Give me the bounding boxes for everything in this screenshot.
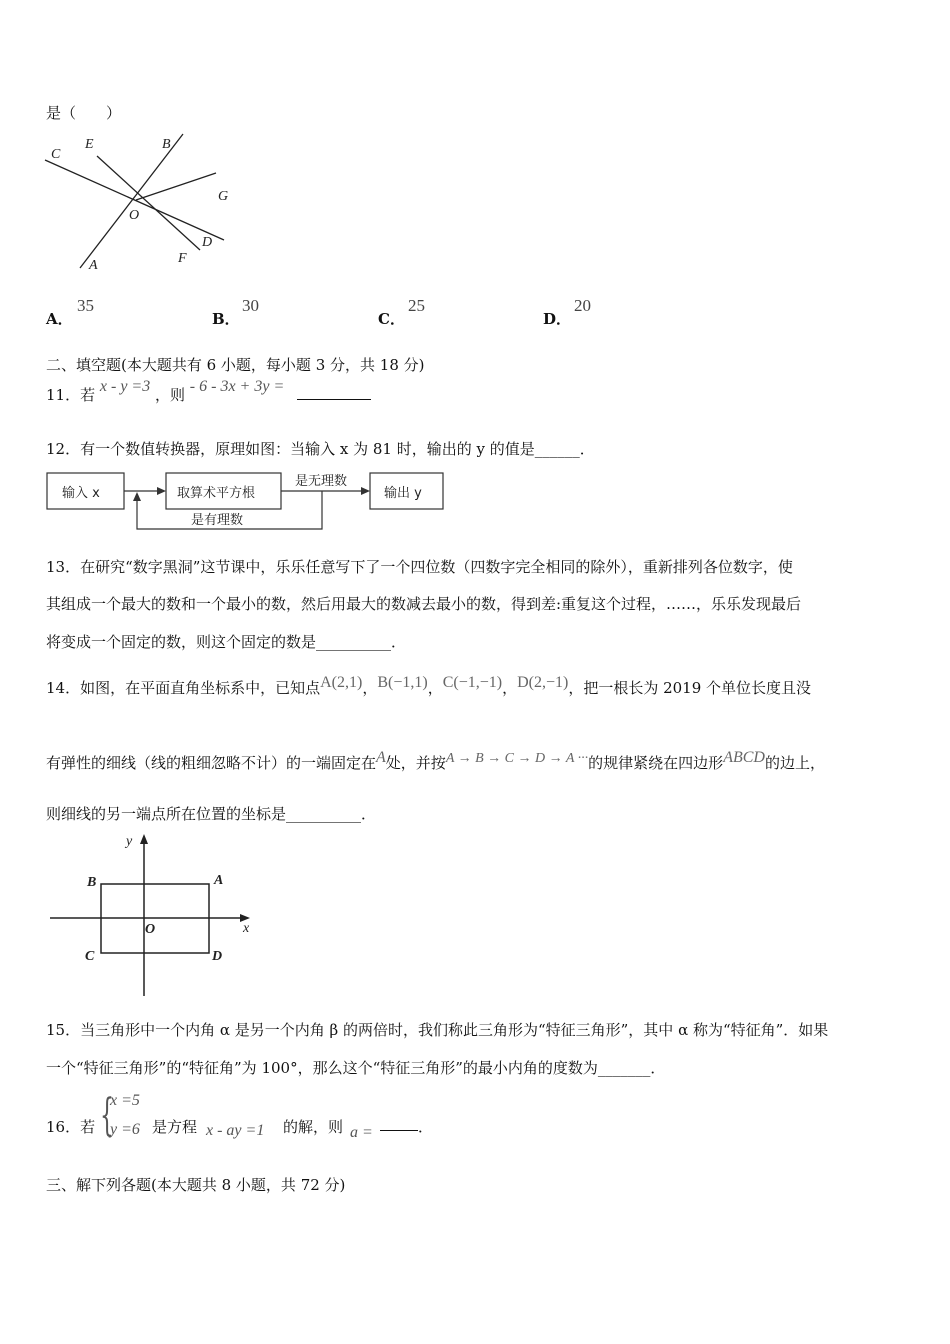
vertex-b: B (87, 875, 97, 890)
label-B: B (162, 137, 171, 152)
question-14-line-3: 则细线的另一端点所在位置的坐标是__________． (46, 805, 377, 823)
q10-tail: 是（ ） (46, 104, 122, 122)
question-13-line-1: 13．在研究“数字黑洞”这节课中，乐乐任意写下了一个四位数（四数字完全相同的除外），重新排列各位数字，使 (46, 558, 793, 576)
axis-label-x: x (243, 921, 250, 936)
label-C: C (51, 147, 61, 162)
line-OG (136, 173, 216, 200)
question-16-text-2: 是方程 (152, 1118, 198, 1136)
option-c-value: 25 (408, 296, 425, 315)
vertex-c: C (85, 949, 95, 964)
section-2-title: 二、填空题(本大题共有 6 小题，每小题 3 分，共 18 分) (46, 356, 425, 374)
option-b-letter: B． (212, 310, 240, 328)
q16-equation: x - ay =1 (206, 1122, 265, 1139)
q11-expr-2: - 6 - 3x + 3y = (189, 378, 285, 395)
line-AB (80, 134, 183, 268)
coordinate-figure (44, 830, 264, 998)
label-G: G (218, 189, 229, 204)
irrational-label: 是无理数 (295, 474, 348, 489)
point-b: B(−1,1) (377, 674, 428, 691)
point-c: C(−1,−1) (442, 674, 503, 691)
option-a-letter: A． (46, 310, 73, 328)
question-12: 12．有一个数值转换器，原理如图：当输入 x 为 81 时，输出的 y 的值是______． (46, 440, 595, 458)
label-A: A (89, 258, 98, 273)
vertex-a: A (214, 873, 224, 888)
question-11 (46, 378, 371, 408)
axis-label-y: y (126, 834, 133, 849)
label-F: F (178, 251, 187, 266)
question-15-line-1: 15．当三角形中一个内角 α 是另一个内角 β 的两倍时，我们称此三角形为“特征三角形”，其中 α 称为“特征角”．如果 (46, 1021, 829, 1039)
origin-o: O (145, 922, 156, 937)
q16-answer-blank[interactable] (380, 1116, 418, 1131)
point-a: A(2,1) (320, 674, 363, 691)
option-d-value: 20 (574, 296, 591, 315)
label-D: D (202, 235, 213, 250)
q16-a-equals: a = (350, 1124, 373, 1141)
system-eq-2: y =6 (110, 1121, 140, 1138)
question-15-line-2: 一个“特征三角形”的“特征角”为 100°，那么这个“特征三角形”的最小内角的度数为_______． (46, 1059, 666, 1077)
point-d: D(2,−1) (517, 674, 569, 691)
option-d-letter: D． (543, 310, 572, 328)
q11-expr-1: x - y =3 (99, 378, 151, 395)
q11-num: 11． (46, 386, 81, 404)
question-16-text-3: 的解，则 (283, 1118, 344, 1136)
question-16: 16．若 (46, 1118, 96, 1136)
question-13-line-3: 将变成一个固定的数，则这个固定的数是__________． (46, 633, 407, 651)
question-14-line-1: 14．如图，在平面直角坐标系中，已知点A(2,1)，B(−1,1)，C(−1,−1)，D(2,−1)，把一根长为 2019 个单位长度且没 (46, 674, 812, 697)
output-label: 输出 y (384, 486, 422, 501)
line-CD (45, 160, 224, 240)
label-E: E (85, 137, 94, 152)
angle-figure (40, 128, 240, 278)
section-3-title: 三、解下列各题(本大题共 8 小题，共 72 分) (46, 1176, 346, 1194)
process-label: 取算术平方根 (177, 486, 256, 501)
vertex-d: D (212, 949, 223, 964)
question-13-line-2: 其组成一个最大的数和一个最小的数，然后用最大的数减去最小的数，得到差:重复这个过程，……，乐乐发现最后 (46, 595, 802, 613)
q11-answer-blank[interactable] (297, 385, 371, 400)
input-label: 输入 x (62, 486, 100, 501)
line-EF (97, 156, 200, 250)
q11-text-1: 若 (80, 386, 96, 404)
option-a-value: 35 (77, 296, 94, 315)
rational-label: 是有理数 (191, 513, 244, 528)
question-14-line-2: 有弹性的细线（线的粗细忽略不计）的一端固定在A处，并按A → B → C → D → A ···的规律紧绕在四边形ABCD的边上， (46, 749, 825, 772)
system-eq-1: x =5 (110, 1092, 140, 1109)
q16-end: ． (418, 1118, 434, 1136)
equation-system-brace: { (100, 1090, 114, 1141)
option-b-value: 30 (242, 296, 259, 315)
wrap-sequence: A → B → C → D → A ··· (445, 751, 589, 766)
converter-flowchart (44, 466, 446, 532)
option-c-letter: C． (378, 310, 405, 328)
label-O: O (129, 208, 140, 223)
q11-text-2: ，则 (155, 386, 186, 404)
